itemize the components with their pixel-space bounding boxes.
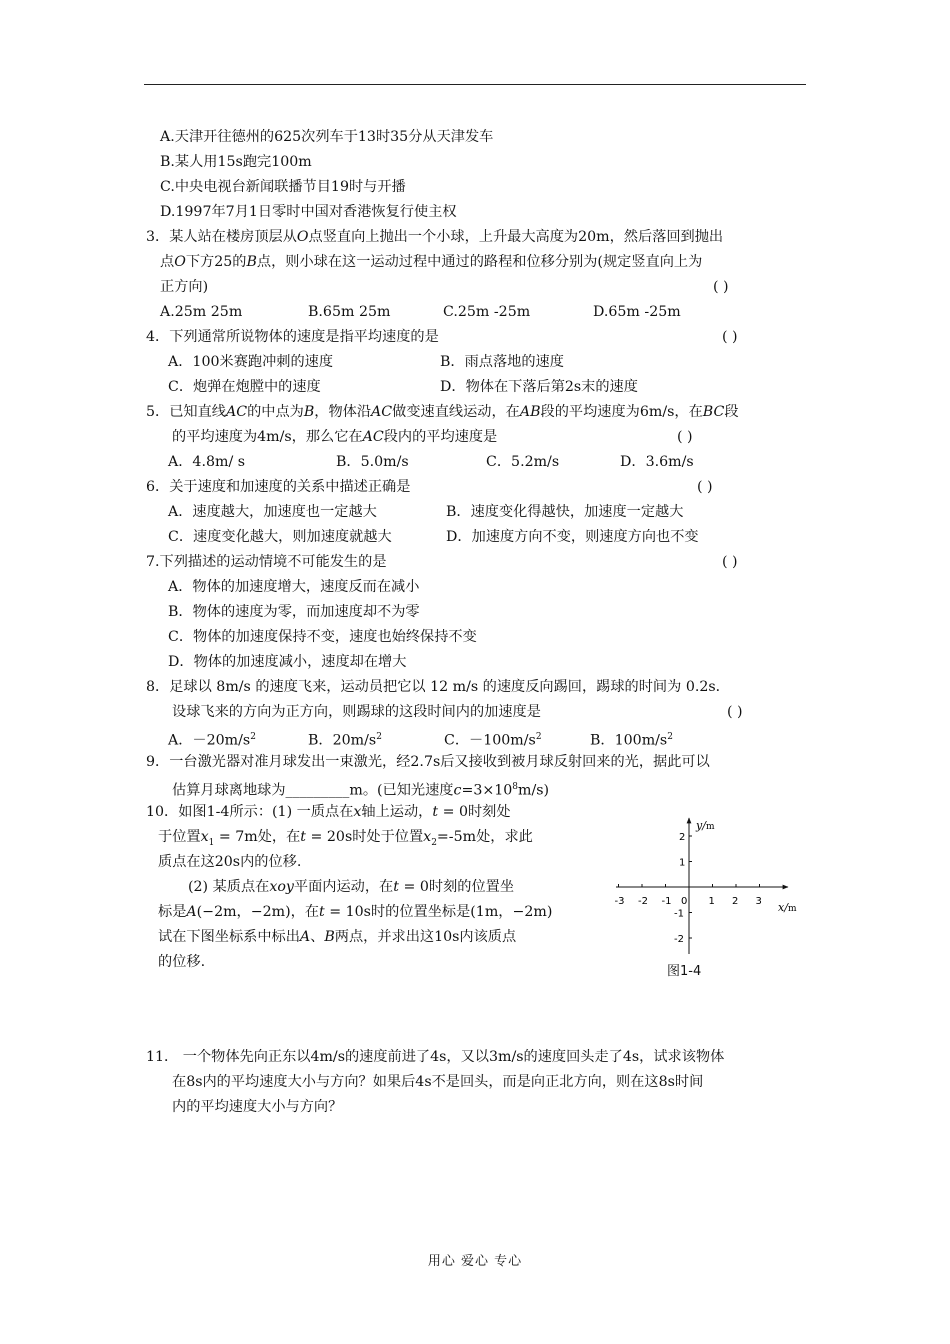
q5-option-c: C．5.2m/s (486, 454, 560, 470)
y-tick-label: 1 (679, 857, 686, 869)
q11-line-3: 内的平均速度大小与方向？ (172, 1099, 343, 1115)
q10-line-4: (2) 某质点在xoy平面内运动，在t = 0时刻的位置坐 (188, 879, 515, 895)
q7-stem: 7.下列描述的运动情境不可能发生的是 (146, 554, 387, 570)
q2-option-c: C.中央电视台新闻联播节目19时与开播 (160, 179, 406, 195)
coordinate-figure (612, 814, 802, 974)
x-tick-label: -3 (614, 896, 625, 907)
y-tick-label: -1 (674, 908, 684, 920)
figure-caption: 图1-4 (667, 964, 702, 979)
q11-line-1: 11． 一个物体先向正东以4m/s的速度前进了4s，又以3m/s的速度回头走了4s，试求该物体 (146, 1049, 725, 1065)
q6-option-b: B．速度变化得越快，加速度一定越大 (446, 504, 684, 520)
q6-option-a: A．速度越大，加速度也一定越大 (168, 504, 377, 520)
q5-line-2: 的平均速度为4m/s，那么它在AC段内的平均速度是 (172, 429, 498, 445)
q7-answer-blank: ( ) (722, 554, 738, 570)
q7-option-a: A．物体的加速度增大，速度反而在减小 (168, 579, 420, 595)
q3-option-d: D.65m -25m (593, 304, 681, 320)
q8-option-d: B．$100m/s^2$ (590, 732, 673, 749)
q3-option-b: B.65m 25m (308, 304, 391, 320)
q7-option-b: B．物体的速度为零，而加速度却不为零 (168, 604, 420, 620)
q6-answer-blank: ( ) (697, 479, 713, 495)
q10-line-7: 的位移. (158, 954, 206, 970)
q8-line-1: 8．足球以 8m/s 的速度飞来，运动员把它以 12 m/s 的速度反向踢回，踢球的时间为 0.2s． (146, 679, 730, 695)
q10-line-2: 于位置$x_1 = 7m$处，在t = 20s时处于位置$x_2=-5m$处，求此 (158, 829, 533, 848)
q8-option-b: B．$20m/s^2$ (308, 732, 382, 749)
x-tick-label: 2 (732, 896, 739, 907)
q3-line-2: 点O下方25的B点，则小球在这一运动过程中通过的路程和位移分别为(规定竖直向上为 (160, 254, 703, 270)
x-tick-label: 3 (755, 896, 762, 907)
q3-line-3: 正方向) (160, 279, 209, 295)
x-tick-label: 0 (681, 896, 688, 907)
q10-line-6: 试在下图坐标系中标出A、B两点，并求出这10s内该质点 (158, 929, 517, 945)
q9-fill-blank[interactable]: _________ (285, 782, 350, 799)
q4-option-d: D．物体在下落后第2s末的速度 (440, 379, 638, 395)
q6-option-c: C．速度变化越大，则加速度就越大 (168, 529, 392, 545)
q3-answer-blank: ( ) (713, 279, 729, 295)
q5-answer-blank: ( ) (677, 429, 693, 445)
q8-line-2: 设球飞来的方向为正方向，则踢球的这段时间内的加速度是 (172, 704, 541, 720)
q4-option-c: C．炮弹在炮膛中的速度 (168, 379, 321, 395)
q4-option-a: A．100米赛跑冲刺的速度 (168, 354, 334, 370)
q10-line-1: 10．如图1-4所示：(1) 一质点在x轴上运动，t = 0时刻处 (146, 804, 511, 820)
q4-option-b: B．雨点落地的速度 (440, 354, 564, 370)
q10-line-3: 质点在这20s内的位移. (158, 854, 302, 870)
q2-option-b: B.某人用15s跑完100m (160, 154, 312, 170)
q4-answer-blank: ( ) (722, 329, 738, 345)
y-axis-label: y/m (696, 819, 715, 832)
x-tick-label: -2 (638, 896, 648, 907)
q2-option-d: D.1997年7月1日零时中国对香港恢复行使主权 (160, 204, 457, 220)
y-tick-label: 2 (679, 832, 686, 843)
q8-option-a: A．$-20m/s^2$ (168, 732, 256, 749)
q5-line-1: 5．已知直线AC的中点为B，物体沿AC做变速直线运动，在AB段的平均速度为6m/s，在BC段 (146, 404, 739, 420)
q9-line-1: 9．一台激光器对准月球发出一束激光，经2.7s后又接收到被月球反射回来的光，据此可以 (146, 754, 710, 770)
q5-option-a: A．4.8m/ s (168, 454, 246, 470)
q6-option-d: D．加速度方向不变，则速度方向也不变 (446, 529, 699, 545)
q8-answer-blank: ( ) (727, 704, 743, 720)
q3-option-a: A.25m 25m (160, 304, 243, 320)
q5-option-d: D．3.6m/s (620, 454, 694, 470)
q5-option-b: B．5.0m/s (336, 454, 409, 470)
q11-line-2: 在8s内的平均速度大小与方向？如果后4s不是回头，而是向正北方向，则在这8s时间 (172, 1074, 704, 1090)
y-tick-label: -2 (674, 934, 684, 945)
q9-line-2: 估算月球离地球为_________m。(已知光速度$c=3\times 10^8m/s$) (172, 782, 550, 799)
q4-stem: 4．下列通常所说物体的速度是指平均速度的是 (146, 329, 439, 345)
q8-option-c: C．$-100m/s^2$ (444, 732, 542, 749)
x-tick-label: 1 (708, 896, 715, 907)
q10-line-5: 标是A(−2m，−2m)，在t = 10s时的位置坐标是(1m，−2m) (158, 904, 553, 920)
q3-option-c: C.25m -25m (443, 304, 531, 320)
q6-stem: 6．关于速度和加速度的关系中描述正确是 (146, 479, 411, 495)
x-tick-label: -1 (661, 896, 672, 907)
q7-option-d: D．物体的加速度减小，速度却在增大 (168, 654, 407, 670)
q3-line-1: 3．某人站在楼房顶层从O点竖直向上抛出一个小球，上升最大高度为20m，然后落回到抛出 (146, 229, 724, 245)
q2-option-a: A.天津开往德州的625次列车于13时35分从天津发车 (160, 129, 494, 145)
x-axis-label: x/m (778, 901, 797, 914)
header-rule (144, 84, 806, 85)
q7-option-c: C．物体的加速度保持不变，速度也始终保持不变 (168, 629, 477, 645)
page-footer: 用心 爱心 专心 (427, 1254, 523, 1269)
